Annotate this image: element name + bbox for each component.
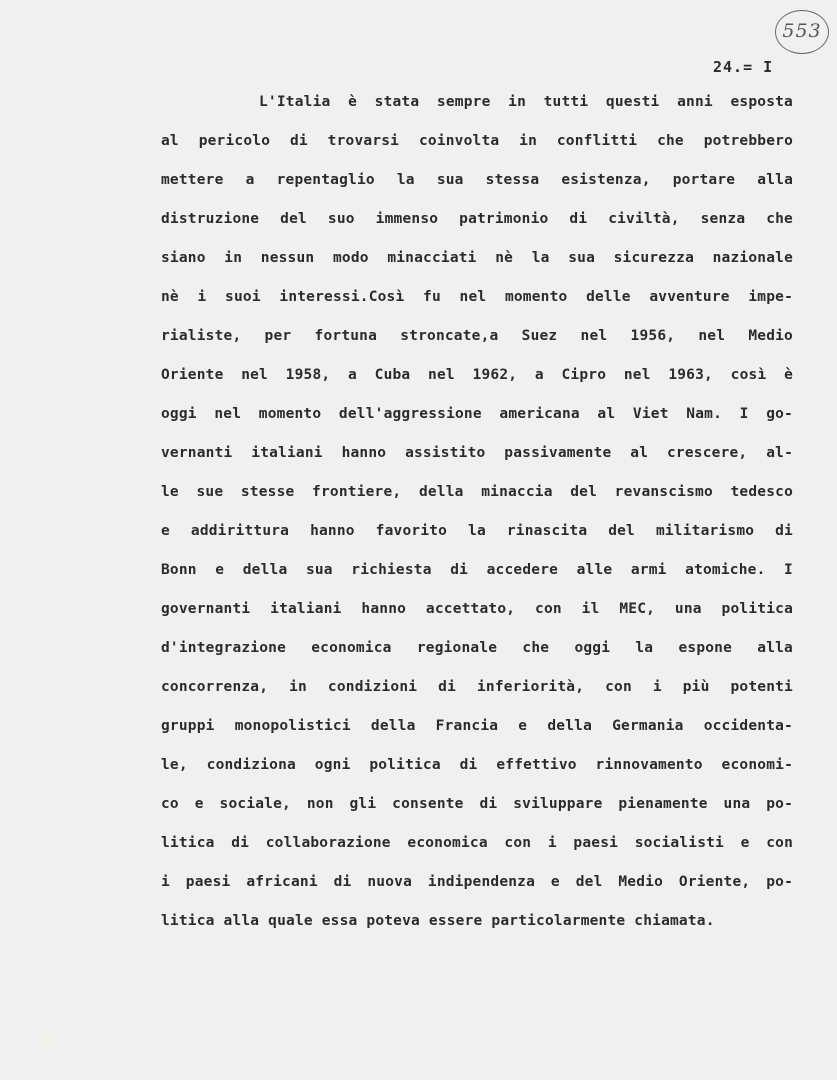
archive-stamp: 553 — [775, 10, 829, 54]
page-number: 24.= I — [713, 58, 774, 76]
text-line: vernanti italiani hanno assistito passivamente al crescere, al- — [161, 445, 793, 461]
faint-margin-mark: 10 — [40, 1034, 57, 1049]
text-line: distruzione del suo immenso patrimonio di civiltà, senza che — [161, 211, 793, 227]
text-line: Bonn e della sua richiesta di accedere alle armi atomiche. I — [161, 562, 793, 578]
text-line: d'integrazione economica regionale che oggi la espone alla — [161, 640, 793, 656]
text-line: co e sociale, non gli consente di sviluppare pienamente una po- — [161, 796, 793, 812]
text-line: rialiste, per fortuna stroncate,a Suez nel 1956, nel Medio — [161, 328, 793, 344]
text-line: al pericolo di trovarsi coinvolta in conflitti che potrebbero — [161, 133, 793, 149]
text-line: i paesi africani di nuova indipendenza e del Medio Oriente, po- — [161, 874, 793, 890]
text-line: gruppi monopolistici della Francia e della Germania occidenta- — [161, 718, 793, 734]
text-line: le, condiziona ogni politica di effettivo rinnovamento economi- — [161, 757, 793, 773]
text-line: litica alla quale essa poteva essere particolarmente chiamata. — [161, 913, 715, 929]
text-line: L'Italia è stata sempre in tutti questi anni esposta — [259, 94, 793, 110]
text-line: mettere a repentaglio la sua stessa esistenza, portare alla — [161, 172, 793, 188]
text-line: Oriente nel 1958, a Cuba nel 1962, a Cipro nel 1963, così è — [161, 367, 793, 383]
body-text — [161, 83, 793, 941]
text-line: siano in nessun modo minacciati nè la sua sicurezza nazionale — [161, 250, 793, 266]
text-line: e addirittura hanno favorito la rinascita del militarismo di — [161, 523, 793, 539]
text-line: oggi nel momento dell'aggressione americana al Viet Nam. I go- — [161, 406, 793, 422]
text-line: concorrenza, in condizioni di inferiorità, con i più potenti — [161, 679, 793, 695]
text-line: litica di collaborazione economica con i paesi socialisti e con — [161, 835, 793, 851]
text-line: le sue stesse frontiere, della minaccia del revanscismo tedesco — [161, 484, 793, 500]
text-line: governanti italiani hanno accettato, con il MEC, una politica — [161, 601, 793, 617]
text-line: nè i suoi interessi.Così fu nel momento delle avventure impe- — [161, 289, 793, 305]
